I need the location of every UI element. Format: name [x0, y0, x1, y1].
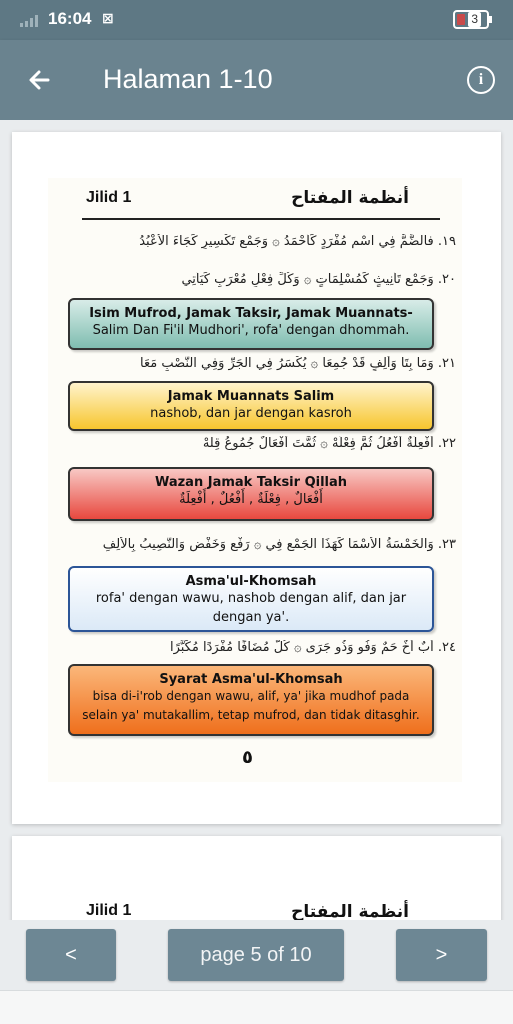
header-divider: [82, 218, 440, 220]
signal-icon: [20, 13, 44, 27]
explanation-box-2: [68, 381, 434, 431]
page-header-volume: Jilid 1: [86, 189, 132, 206]
box-title: Jamak Muannats Salim: [167, 389, 335, 404]
app-notification-icon: ⊠: [102, 11, 114, 27]
box-body-line-1: bisa di-i'rob dengan wawu, alif, ya' jika mudhof pada: [92, 689, 410, 703]
pagination-bar: [0, 920, 513, 990]
document-page: [12, 132, 501, 824]
battery-percentage: 3: [468, 12, 481, 27]
battery-level: [457, 14, 465, 25]
box-title: Asma'ul-Khomsah: [185, 574, 317, 589]
system-navigation-bar: [0, 990, 513, 1024]
next-page-button[interactable]: >: [396, 929, 487, 981]
box-title: Isim Mufrod, Jamak Taksir, Jamak Muannats-: [89, 306, 413, 321]
verse-22: ٢٢. أَفْعِلَةٌ أَفْعُلُ ثُمَّ فِعْلَهْ ۞ ثُمَّتَ أَفْعَالٌ جُمُوعُ قِلَّهْ: [202, 436, 456, 451]
verse-21: ٢١. وَمَا بِتَا وَأَلِفٍ قَدْ جُمِعَا ۞ يُكْسَرُ فِي الجَرِّ وَفِي النَّصْبِ مَعَا: [140, 356, 456, 371]
info-icon[interactable]: i: [467, 66, 495, 94]
verse-24: ٢٤. أَبٌ أَخٌ حَمٌ وَفُو وَذُو جَرَى ۞ كُلٌّ مُضَافًا مُفْرَدًا مُكَبَّرًا: [169, 640, 456, 655]
box-body-line-1: rofa' dengan wawu, nashob dengan alif, dan jar: [95, 591, 407, 606]
page-header-title: أنظمة المفتاح: [291, 188, 409, 208]
next-page-header-title: أنظمة المفتاح: [291, 902, 409, 920]
document-viewer[interactable]: [0, 120, 513, 920]
app-bar: [0, 40, 513, 120]
verse-19: ١٩. فالضَّمُّ فِي اسْمٍ مُفْرَدٍ كَأَحْمَدُ ۞ وَجَمْعِ تَكْسِيرٍ كَجَاءَ الأَعْبُدُ: [139, 234, 456, 249]
verse-20: ٢٠. وَجَمْعِ تَأْنِيثٍ كَمُسْلِمَاتٍ ۞ وَكُلِّ فِعْلٍ مُعْرَبٍ كَيَأْتِي: [181, 272, 456, 287]
explanation-box-1: [68, 298, 434, 350]
explanation-box-4: [68, 566, 434, 632]
next-page-header-volume: Jilid 1: [86, 902, 132, 919]
previous-page-button[interactable]: <: [26, 929, 116, 981]
page-title: Halaman 1-10: [103, 64, 273, 94]
battery-icon: [453, 10, 489, 29]
page-number: ٥: [242, 747, 253, 768]
box-title: Wazan Jamak Taksir Qillah: [154, 475, 348, 490]
box-body: أَفْعَالٌ , فِعْلَةٌ , أَفْعُلٌ , أَفْعِلَةٌ: [179, 492, 323, 507]
next-document-page: [12, 836, 501, 920]
clock: 16:04: [48, 9, 92, 28]
explanation-box-3: [68, 467, 434, 521]
box-body: nashob, dan jar dengan kasroh: [150, 406, 352, 421]
box-title: Syarat Asma'ul-Khomsah: [159, 672, 343, 687]
verse-23: ٢٣. وَالخَمْسَةُ الأَسْمَا كَهَذَا الجَمْعِ فِي ۞ رَفْعٍ وَخَفْضٍ وَالنَّصِيبُ بِالأَلِفِ: [102, 537, 456, 552]
status-bar: [0, 0, 513, 40]
explanation-box-5: [68, 664, 434, 736]
arrow-left-icon[interactable]: [20, 60, 60, 100]
box-body-line-2: selain ya' mutakallim, tetap mufrod, dan tidak ditasghir.: [82, 708, 420, 722]
box-body: Salim Dan Fi'il Mudhori', rofa' dengan dhommah.: [92, 323, 410, 338]
page-indicator-button[interactable]: page 5 of 10: [168, 929, 344, 981]
box-body-line-2: dengan ya'.: [212, 610, 290, 625]
